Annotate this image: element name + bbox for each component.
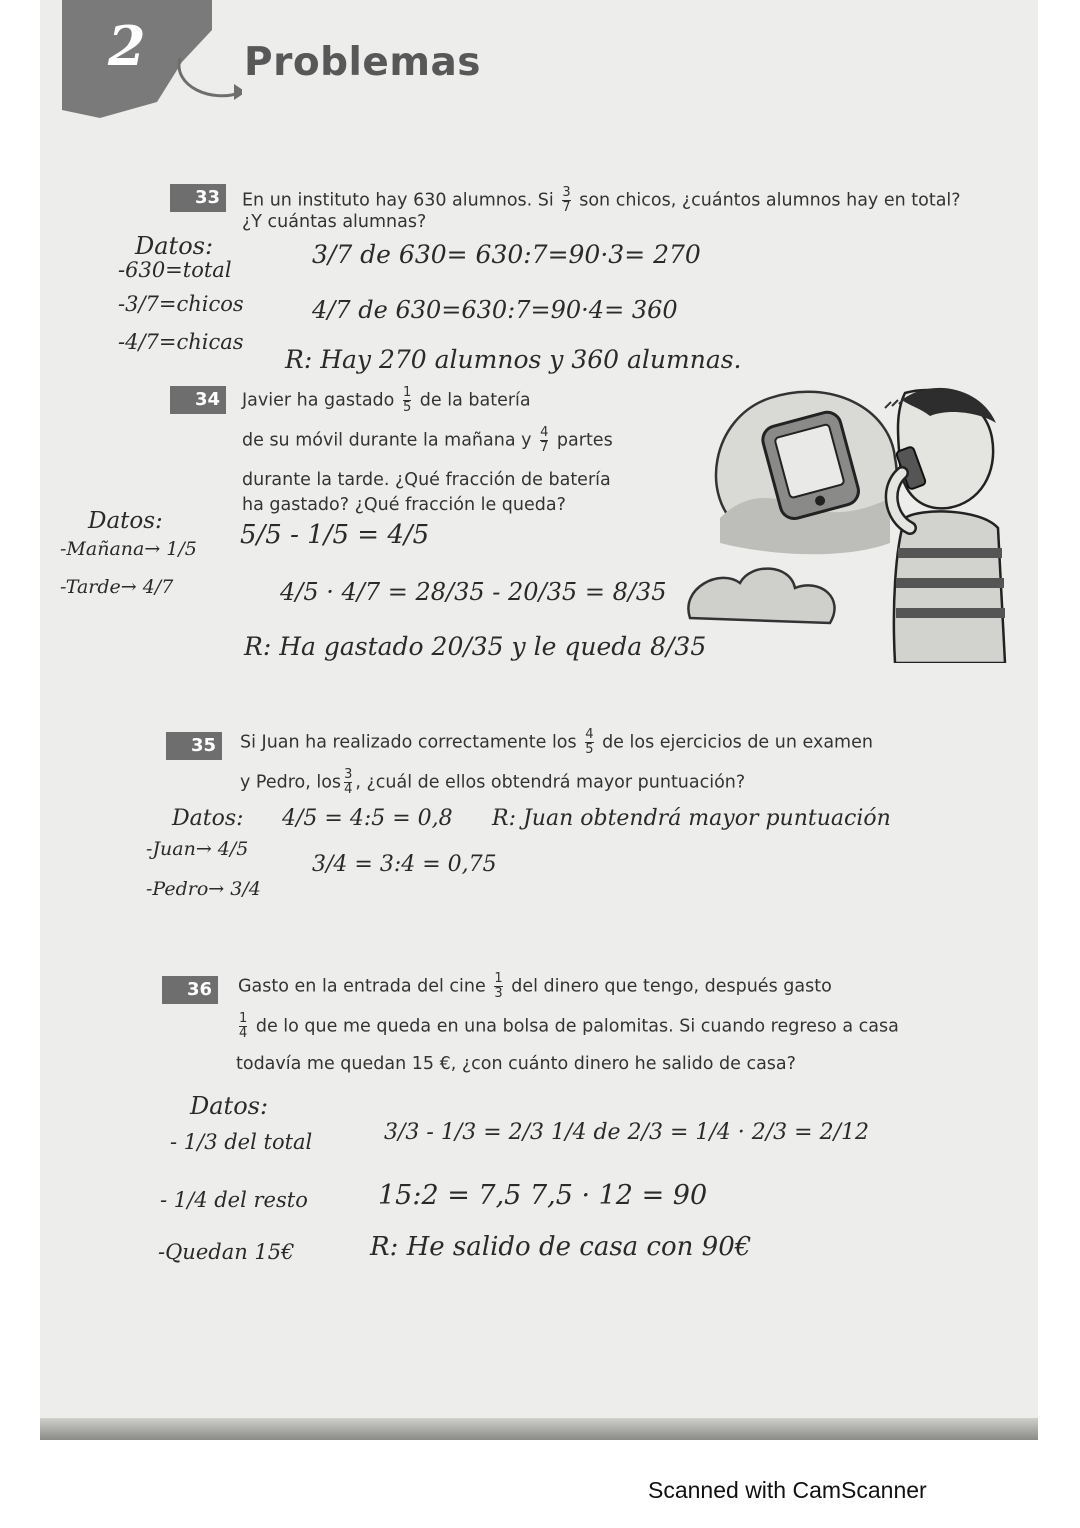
p34-work-2: 4/5 · 4/7 = 28/35 - 20/35 = 8/35 [280, 578, 667, 606]
problem-35-text-1: Si Juan ha realizado correctamente los $\frac{4}{5}$ de los ejercicios de un examen [240, 727, 873, 757]
problem-36-text-1: Gasto en la entrada del cine $\frac{1}{3}$ del dinero que tengo, después gasto [238, 971, 832, 1001]
problem-35-text-2: y Pedro, los $\frac{3}{4}$ , ¿cuál de ellos obtendrá mayor puntuación? [240, 767, 746, 797]
p33-work-3: R: Hay 270 alumnos y 360 alumnas. [285, 345, 742, 374]
p36-work-2: 15:2 = 7,5 7,5 · 12 = 90 [378, 1180, 708, 1211]
problem-35-fraction-b: $\frac{3}{4}$ [344, 767, 353, 797]
p35-work-3: R: Juan obtendrá mayor puntuación [492, 806, 891, 831]
p34-work-1: 5/5 - 1/5 = 4/5 [240, 520, 430, 550]
p33-work-1: 3/7 de 630= 630:7=90·3= 270 [312, 240, 701, 269]
chapter-badge-icon [62, 0, 242, 120]
scanner-watermark: Scanned with CamScanner [648, 1477, 927, 1503]
problem-35-fraction-a: $\frac{4}{5}$ [585, 727, 594, 757]
problem-34-text-2: de su móvil durante la mañana y $\frac{4}{7}$ partes [242, 425, 613, 455]
p34-datos-2: -Tarde→ 4/7 [60, 576, 174, 598]
problem-34-text-1: Javier ha gastado $\frac{1}{5}$ de la batería [242, 385, 531, 415]
problem-34-number: 34 [170, 386, 226, 414]
p33-work-2: 4/7 de 630=630:7=90·4= 360 [312, 296, 678, 324]
problem-36-text-3: todavía me quedan 15 €, ¿con cuánto dinero he salido de casa? [236, 1054, 796, 1074]
p35-work-1: 4/5 = 4:5 = 0,8 [282, 806, 453, 831]
p35-datos-title: Datos: [172, 806, 244, 831]
problem-33-text-2: ¿Y cuántas alumnas? [242, 212, 427, 232]
p33-datos-title: Datos: [135, 232, 214, 260]
p34-datos-title: Datos: [88, 508, 163, 534]
problem-36-text-2: $\frac{1}{4}$ de lo que me queda en una bolsa de palomitas. Si cuando regreso a casa [239, 1011, 899, 1041]
p36-datos-2: - 1/4 del resto [160, 1188, 308, 1212]
problem-36-fraction-b: $\frac{1}{4}$ [239, 1011, 248, 1041]
problem-34-text-3: durante la tarde. ¿Qué fracción de batería [242, 470, 611, 490]
p33-datos-3: -4/7=chicas [118, 330, 244, 354]
p35-datos-1: -Juan→ 4/5 [146, 838, 249, 860]
problem-33-text-1: En un instituto hay 630 alumnos. Si $\frac{3}{7}$ son chicos, ¿cuántos alumnos hay en total? [242, 185, 961, 215]
scanned-page [40, 0, 1038, 1438]
chapter-title: Problemas [244, 40, 482, 85]
page-bottom-edge [40, 1418, 1038, 1440]
problem-36-fraction-a: $\frac{1}{3}$ [494, 971, 503, 1001]
problem-34-fraction-a: $\frac{1}{5}$ [402, 385, 412, 415]
p36-datos-1: - 1/3 del total [170, 1130, 313, 1154]
p34-work-3: R: Ha gastado 20/35 y le queda 8/35 [244, 632, 707, 661]
problem-35-number: 35 [166, 732, 222, 760]
boy-with-phone-illustration [680, 378, 1010, 663]
p35-work-2: 3/4 = 3:4 = 0,75 [312, 852, 497, 877]
problem-33-fraction: $\frac{3}{7}$ [562, 185, 571, 215]
p36-datos-3: -Quedan 15€ [158, 1240, 295, 1264]
problem-34-fraction-b: $\frac{4}{7}$ [540, 425, 549, 455]
chapter-number: 2 [108, 14, 146, 78]
p36-work-3: R: He salido de casa con 90€ [370, 1232, 752, 1262]
p33-datos-1: -630=total [118, 258, 232, 282]
problem-36-number: 36 [162, 976, 218, 1004]
p33-datos-2: -3/7=chicos [118, 292, 244, 316]
problem-33-number: 33 [170, 184, 226, 212]
p35-datos-2: -Pedro→ 3/4 [146, 878, 261, 900]
p36-datos-title: Datos: [190, 1092, 269, 1120]
p36-work-1: 3/3 - 1/3 = 2/3 1/4 de 2/3 = 1/4 · 2/3 = 2/12 [384, 1120, 869, 1145]
problem-34-text-4: ha gastado? ¿Qué fracción le queda? [242, 495, 566, 515]
p34-datos-1: -Mañana→ 1/5 [60, 538, 197, 560]
